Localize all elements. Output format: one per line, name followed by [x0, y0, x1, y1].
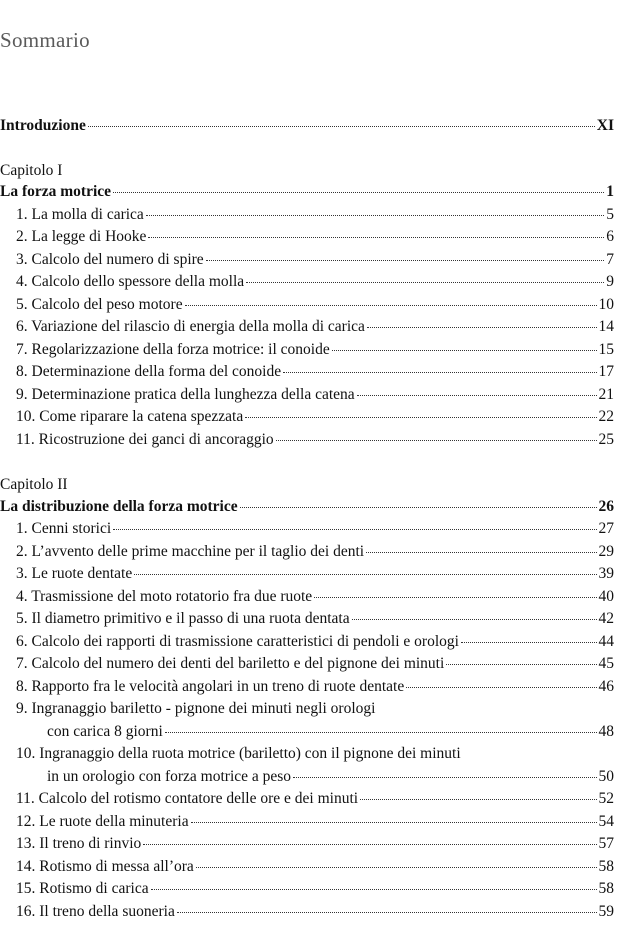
dot-leader: [165, 731, 597, 733]
toc-label: 9. Determinazione pratica della lunghezza della catena: [16, 386, 355, 403]
toc-entry[interactable]: [0, 631, 614, 653]
dot-leader: [360, 798, 596, 800]
toc-page: 50: [598, 768, 614, 785]
toc-page: XI: [596, 117, 614, 134]
toc-page: 58: [598, 858, 614, 875]
toc-page: 42: [598, 610, 614, 627]
toc-page: 29: [598, 543, 614, 560]
toc-page: 9: [606, 273, 614, 290]
toc-label: 3. Calcolo del numero di spire: [16, 251, 204, 268]
dot-leader: [134, 573, 596, 575]
dot-leader: [113, 191, 604, 193]
toc-entry[interactable]: [0, 316, 614, 338]
toc-entry[interactable]: [0, 721, 614, 743]
toc-entry[interactable]: [0, 608, 614, 630]
dot-leader: [461, 641, 597, 643]
toc-entry[interactable]: [0, 541, 614, 563]
toc-page: 39: [598, 565, 614, 582]
toc-page: 7: [606, 251, 614, 268]
toc-label: 6. Variazione del rilascio di energia della molla di carica: [16, 318, 365, 335]
toc-page: 22: [598, 408, 614, 425]
toc-entry[interactable]: [0, 653, 614, 675]
toc-entry[interactable]: [0, 271, 614, 293]
toc-label: 13. Il treno di rinvio: [16, 835, 142, 852]
dot-leader: [332, 349, 597, 351]
dot-leader: [146, 214, 604, 216]
toc-page: 27: [598, 520, 614, 537]
dot-leader: [143, 843, 596, 845]
toc-label: 7. Regolarizzazione della forza motrice: il conoide: [16, 341, 330, 358]
toc-entry[interactable]: [0, 833, 614, 855]
toc-label: La forza motrice: [0, 183, 112, 200]
toc-page: 44: [598, 633, 614, 650]
toc-page: 46: [598, 678, 614, 695]
toc-label: 10. Come riparare la catena spezzata: [16, 408, 244, 425]
dot-leader: [148, 236, 604, 238]
dot-leader: [357, 394, 597, 396]
dot-leader: [352, 618, 597, 620]
toc-chapter-title[interactable]: [0, 181, 614, 203]
toc-label: 15. Rotismo di carica: [16, 880, 149, 897]
toc-label: 8. Determinazione della forma del conoide: [16, 363, 282, 380]
toc-page: 6: [606, 228, 614, 245]
toc-label: 3. Le ruote dentate: [16, 565, 133, 582]
toc-label: 4. Trasmissione del moto rotatorio fra due ruote: [16, 588, 313, 605]
toc-label: 1. La molla di carica: [16, 206, 144, 223]
toc-entry[interactable]: [0, 406, 614, 428]
dot-leader: [246, 281, 604, 283]
toc-page: 21: [598, 386, 614, 403]
toc-page: 10: [598, 296, 614, 313]
toc-label: 11. Calcolo del rotismo contatore delle ore e dei minuti: [16, 790, 359, 807]
dot-leader: [406, 686, 596, 688]
toc-label: 2. La legge di Hooke: [16, 228, 147, 245]
dot-leader: [196, 866, 597, 868]
toc-page: 59: [598, 903, 614, 920]
toc-label: 11. Ricostruzione dei ganci di ancoraggio: [16, 431, 274, 448]
toc-entry[interactable]: [0, 249, 614, 271]
toc-entry[interactable]: [0, 518, 614, 540]
toc-entry[interactable]: [0, 901, 614, 923]
toc-entry[interactable]: [0, 586, 614, 608]
toc-entry[interactable]: [0, 226, 614, 248]
dot-leader: [314, 596, 596, 598]
toc-label: 5. Calcolo del peso motore: [16, 296, 183, 313]
dot-leader: [366, 551, 596, 553]
dot-leader: [276, 439, 597, 441]
toc-entry[interactable]: [0, 766, 614, 788]
toc-label: 4. Calcolo dello spessore della molla: [16, 273, 245, 290]
chapter-heading: Capitolo II: [0, 476, 68, 493]
dot-leader: [293, 776, 596, 778]
toc-page: 25: [598, 431, 614, 448]
dot-leader: [151, 888, 597, 890]
toc-entry[interactable]: [0, 788, 614, 810]
toc-entry[interactable]: [0, 676, 614, 698]
toc-label: 6. Calcolo dei rapporti di trasmissione caratteristici di pendoli e orologi: [16, 633, 459, 650]
chapter-heading: Capitolo I: [0, 162, 63, 179]
dot-leader: [283, 371, 596, 373]
toc-label: 2. L’avvento delle prime macchine per il taglio dei denti: [16, 543, 365, 560]
toc-page: 14: [598, 318, 614, 335]
toc-label: in un orologio con forza motrice a peso: [47, 768, 292, 785]
toc-entry[interactable]: [0, 811, 614, 833]
toc-page: 1: [606, 183, 614, 200]
toc-page: 15: [598, 341, 614, 358]
toc-label: 8. Rapporto fra le velocità angolari in un treno di ruote dentate: [16, 678, 405, 695]
toc-label: 12. Le ruote della minuteria: [16, 813, 189, 830]
toc-label: con carica 8 giorni: [47, 723, 163, 740]
toc-page: 26: [598, 498, 614, 515]
toc-page: 40: [598, 588, 614, 605]
toc-label: 5. Il diametro primitivo e il passo di una ruota dentata: [16, 610, 350, 627]
toc-label: La distribuzione della forza motrice: [0, 498, 238, 515]
dot-leader: [206, 259, 605, 261]
dot-leader: [185, 304, 597, 306]
toc-entry[interactable]: [0, 429, 614, 451]
dot-leader: [177, 911, 597, 913]
toc-page: 45: [598, 655, 614, 672]
dot-leader: [191, 821, 597, 823]
toc-entry[interactable]: [0, 878, 614, 900]
page-title: Sommario: [0, 28, 90, 52]
dot-leader: [88, 125, 595, 127]
toc-entry[interactable]: [0, 856, 614, 878]
toc-entry[interactable]: [0, 339, 614, 361]
toc-label: Introduzione: [0, 117, 86, 134]
dot-leader: [240, 506, 597, 508]
toc-page: 54: [598, 813, 614, 830]
toc-page: 17: [598, 363, 614, 380]
toc-label: 14. Rotismo di messa all’ora: [16, 858, 194, 875]
toc-page: 5: [606, 206, 614, 223]
dot-leader: [367, 326, 597, 328]
dot-leader: [113, 528, 596, 530]
toc-entry-line1[interactable]: 9. Ingranaggio bariletto - pignone dei minuti negli orologi: [16, 700, 376, 717]
toc-entry-line1[interactable]: 10. Ingranaggio della ruota motrice (bariletto) con il pignone dei minuti: [16, 745, 461, 762]
dot-leader: [245, 416, 596, 418]
toc-label: 16. Il treno della suoneria: [16, 903, 175, 920]
toc-label: 7. Calcolo del numero dei denti del bariletto e del pignone dei minuti: [16, 655, 445, 672]
toc-label: 1. Cenni storici: [16, 520, 112, 537]
toc-page: 48: [598, 723, 614, 740]
toc-entry[interactable]: [0, 361, 614, 383]
toc-intro[interactable]: [0, 115, 614, 137]
toc-chapter-title[interactable]: [0, 496, 614, 518]
toc-entry[interactable]: [0, 294, 614, 316]
toc-entry[interactable]: [0, 384, 614, 406]
toc-page: 57: [598, 835, 614, 852]
toc-page: 58: [598, 880, 614, 897]
dot-leader: [446, 663, 596, 665]
toc-entry[interactable]: [0, 563, 614, 585]
toc-entry[interactable]: [0, 204, 614, 226]
toc-page: 52: [598, 790, 614, 807]
